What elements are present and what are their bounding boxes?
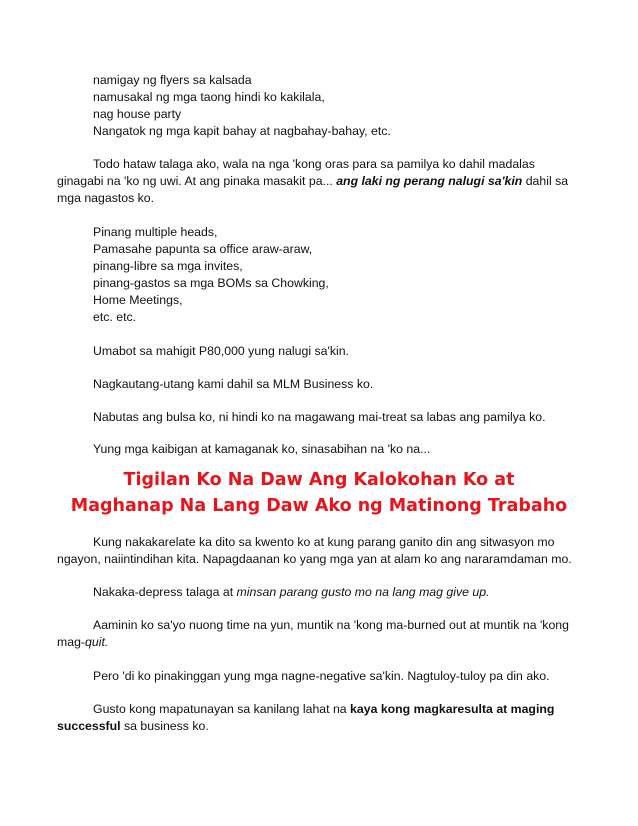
emphasis-text: ang laki ng perang nalugi sa'kin: [336, 174, 523, 188]
paragraph-line: [57, 634, 108, 651]
text-run: Nakaka-depress talaga at: [93, 585, 237, 599]
text-run: Gusto kong mapatunayan sa kanilang lahat na: [93, 702, 351, 716]
list2-item: Home Meetings,: [93, 293, 183, 307]
list2-item: Pinang multiple heads,: [93, 225, 218, 239]
paragraph-line: Kung nakakarelate ka dito sa kwento ko at kung parang ganito din ang sitwasyon mo: [93, 535, 555, 549]
paragraph-line: Todo hataw talaga ako, wala na nga 'kong oras para sa pamilya ko dahil madalas: [93, 157, 535, 171]
paragraph-line: mga nagastos ko.: [57, 191, 155, 205]
text-run: ginagabi na 'ko ng uwi. At ang pinaka masakit pa...: [57, 174, 337, 188]
bold-text: successful: [57, 719, 121, 733]
italic-text: minsan parang gusto mo na lang mag give up.: [236, 585, 490, 599]
paragraph-line: [57, 173, 568, 190]
text-run: sa business ko.: [120, 719, 209, 733]
list2-item: Pamasahe papunta sa office araw-araw,: [93, 242, 313, 256]
paragraph-line: [57, 718, 209, 735]
list1-item: nag house party: [93, 107, 182, 121]
list2-item: pinang-libre sa mga invites,: [93, 259, 243, 273]
list1-item: namigay ng flyers sa kalsada: [93, 73, 252, 87]
list2-item: etc. etc.: [93, 310, 137, 324]
paragraph-line: Nabutas ang bulsa ko, ni hindi ko na magawang mai-treat sa labas ang pamilya ko.: [93, 410, 546, 424]
paragraph-line: [93, 701, 554, 718]
paragraph-line: Yung mga kaibigan at kamaganak ko, sinasabihan na 'ko na...: [93, 442, 431, 456]
paragraph-line: Pero 'di ko pinakinggan yung mga nagne-negative sa'kin. Nagtuloy-tuloy pa din ako.: [93, 669, 550, 683]
list1-item: namusakal ng mga taong hindi ko kakilala,: [93, 90, 325, 104]
paragraph-line: [93, 584, 489, 601]
bold-text: kaya kong magkaresulta at maging: [350, 702, 555, 716]
paragraph-line: Nagkautang-utang kami dahil sa MLM Business ko.: [93, 377, 374, 391]
red-heading-line: Tigilan Ko Na Daw Ang Kalokohan Ko at: [123, 470, 515, 490]
italic-text: quit.: [85, 635, 109, 649]
text-run: dahil sa: [522, 174, 569, 188]
text-run: mag-: [57, 635, 86, 649]
list1-item: Nangatok ng mga kapit bahay at nagbahay-bahay, etc.: [93, 124, 391, 138]
paragraph-line: ngayon, naiintindihan kita. Napagdaanan ko yang mga yan at alam ko ang nararamdaman mo.: [57, 552, 572, 566]
paragraph-line: Aaminin ko sa'yo nuong time na yun, muntik na 'kong ma-burned out at muntik na 'kong: [93, 618, 569, 632]
list2-item: pinang-gastos sa mga BOMs sa Chowking,: [93, 276, 329, 290]
paragraph-line: Umabot sa mahigit P80,000 yung nalugi sa'kin.: [93, 344, 349, 358]
red-heading-line: Maghanap Na Lang Daw Ako ng Matinong Trabaho: [70, 496, 568, 516]
